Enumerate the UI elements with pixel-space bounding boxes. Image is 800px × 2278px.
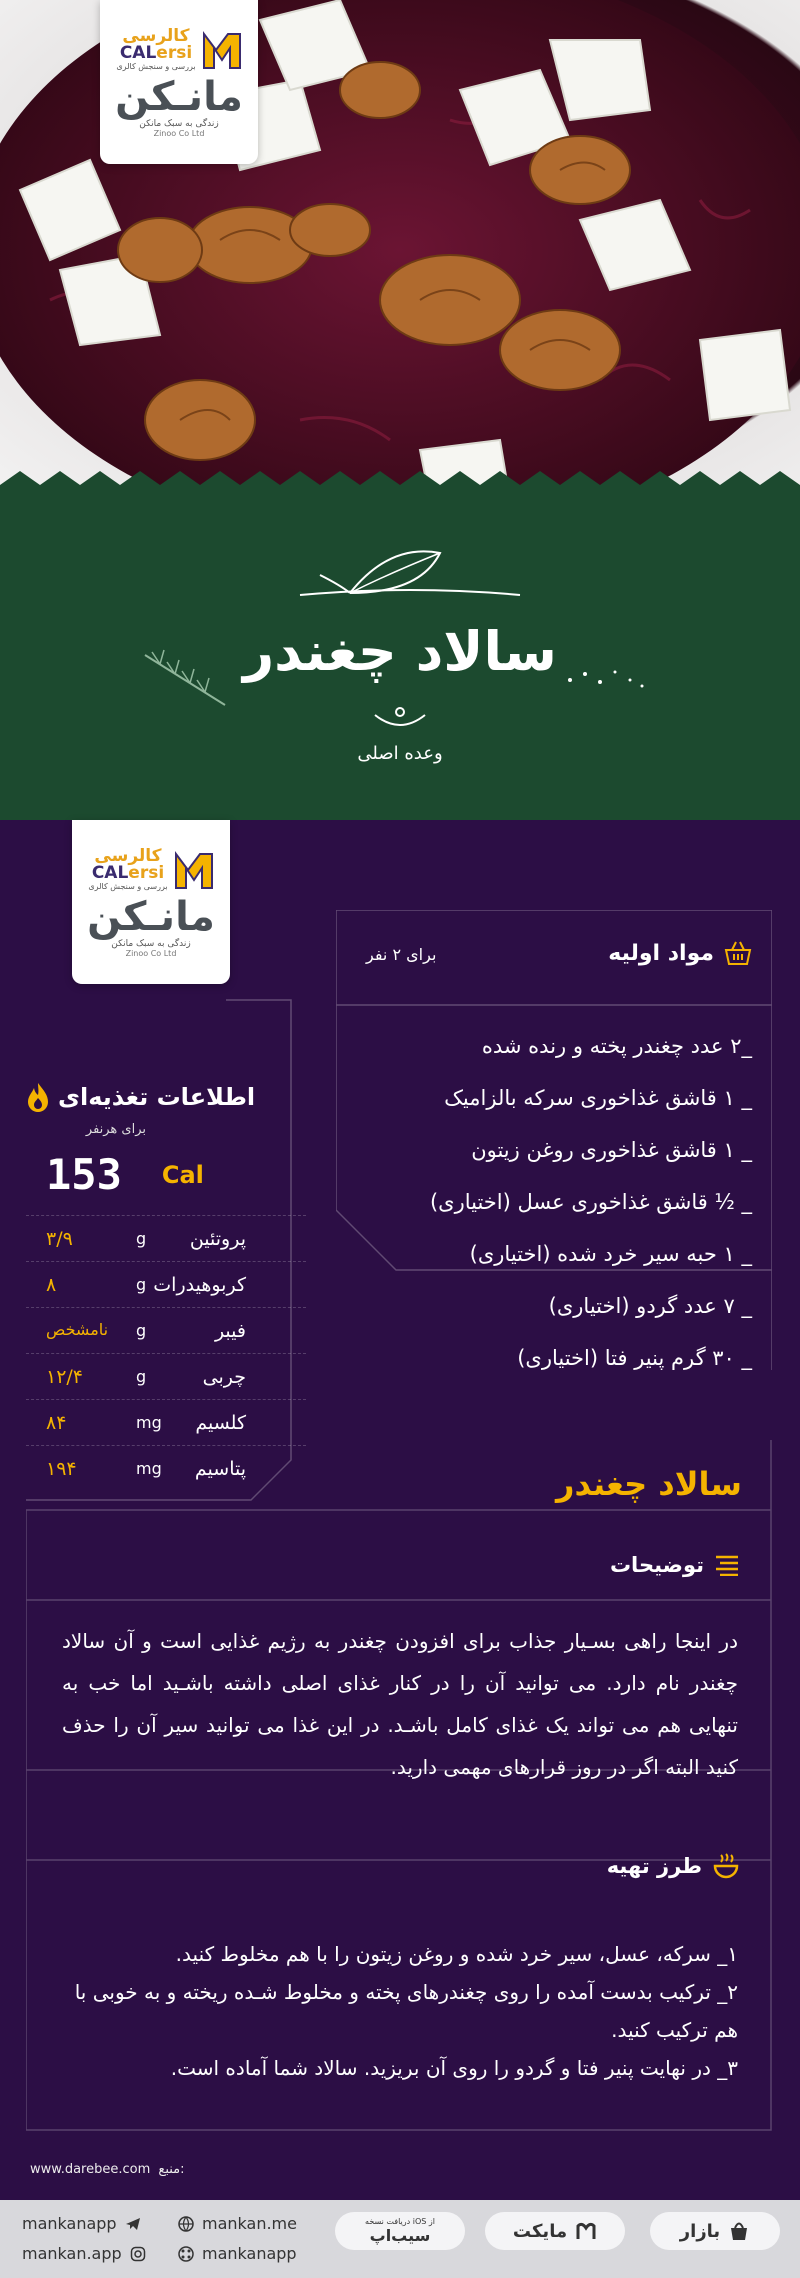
ingredients-header: مواد اولیه [608, 940, 752, 966]
ingredient-item: _ ۱ قاشق غذاخوری روغن زیتون [471, 1138, 752, 1162]
instagram-icon [130, 2246, 146, 2262]
nutrient-row-carbs: ۸ g کربوهیدرات [26, 1261, 306, 1307]
description-header: توضیحات [610, 1553, 740, 1577]
mankan-tagline: زندگی به سبک مانکن [139, 119, 219, 129]
recipe-title: سالاد چغندر [243, 620, 557, 683]
ingredient-item: _ ۱ حبه سیر خرد شده (اختیاری) [469, 1242, 752, 1266]
nutrition-title: اطلاعات تغذیه‌ای [26, 1082, 306, 1112]
mankan-logo-text: مانـکن [87, 894, 215, 940]
telegram-link[interactable]: mankanapp [22, 2214, 141, 2233]
flourish-icon [370, 700, 430, 730]
method-header: طرز تهیه [607, 1852, 740, 1880]
leaf-decoration-icon [290, 545, 530, 625]
mankan-m-logo-icon [174, 850, 214, 890]
nutrient-row-calcium: ۸۴ mg کلسیم [26, 1399, 306, 1445]
content-area [0, 820, 800, 2200]
myket-button[interactable]: مایکت [485, 2212, 625, 2250]
nutrition-per-serving: برای هرنفر [85, 1122, 146, 1137]
flame-icon [26, 1082, 50, 1112]
aparat-icon [178, 2246, 194, 2262]
source-credit [26, 2162, 185, 2177]
calorie-unit: Cal [161, 1160, 204, 1189]
method-steps [62, 1935, 738, 2087]
ingredients-panel [336, 910, 772, 1410]
source-url[interactable]: www.darebee.com [30, 2162, 151, 2177]
nutrient-row-fat: ۱۲/۴ g چربی [26, 1353, 306, 1399]
method-step: ۲_ ترکیب بدست آمده را روی چغندرهای پخته و مخلوط شـده ریخته و به خوبی با هم ترکیب کنید. [74, 1980, 738, 2042]
globe-icon [178, 2216, 194, 2232]
recipe-name-heading: سالاد چغندر [556, 1465, 742, 1503]
mankan-m-logo-icon [202, 30, 242, 70]
ingredient-item: _۲ عدد چغندر پخته و رنده شده [481, 1034, 752, 1058]
mankan-logo-text: مانـکن [115, 74, 243, 120]
meal-type: وعده اصلی [357, 743, 443, 764]
calersi-subtitle: بررسی و سنجش کالری [116, 62, 196, 71]
footer [0, 2200, 800, 2278]
lines-icon [714, 1554, 740, 1576]
description-text: در اینجا راهی بسـیار جذاب برای افزودن چغندر به رژیم غذایی است و آن سالاد چغندر نام دارد. می توانید آن را در کنار غذای اصلی داشته باشـید اما خب به تنهایی هم می تواند یک غذای کامل باشـد. در این غذا می توانید سیر آن را حذف کنید البته اگر در روز قرارهای مهمی دارید. [62, 1629, 738, 1779]
zigzag-edge-top [0, 471, 800, 501]
cooking-pot-icon [712, 1852, 740, 1880]
method-step: ۳_ در نهایت پنیر فتا و گردو را روی آن بریزید. سالاد شما آماده است. [170, 2056, 738, 2080]
instagram-link[interactable]: mankan.app [22, 2244, 146, 2263]
calersi-fa-logo: کالرسی [94, 846, 162, 866]
ingredients-list [352, 1020, 752, 1384]
telegram-icon [125, 2216, 141, 2232]
title-band [0, 485, 800, 820]
calorie-row [46, 1150, 286, 1199]
nutrient-row-potassium: ۱۹۴ mg پتاسیم [26, 1445, 306, 1491]
basket-icon [724, 940, 752, 966]
brand-badge-top [100, 0, 258, 164]
brand-badge-side [72, 820, 230, 984]
ingredient-item: _ ۷ عدد گردو (اختیاری) [548, 1294, 752, 1318]
source-label: منبع: [158, 2162, 185, 2177]
bazaar-button[interactable]: بازار [650, 2212, 780, 2250]
calersi-en-logo: CALersi [91, 863, 165, 883]
website-link[interactable]: mankan.me [178, 2214, 297, 2233]
calersi-subtitle: بررسی و سنجش کالری [88, 882, 168, 891]
ingredient-item: _ ½ قاشق غذاخوری عسل (اختیاری) [429, 1190, 752, 1214]
method-step: ۱_ سرکه، عسل، سیر خرد شده و روغن زیتون را با هم مخلوط کنید. [175, 1942, 738, 1966]
nutrient-row-fiber: نامشخص g فیبر [26, 1307, 306, 1353]
servings: برای ۲ نفر [366, 945, 437, 964]
calorie-value: 153 [46, 1150, 122, 1199]
company-name: Zinoo Co Ltd [153, 129, 205, 138]
ingredient-item: _ ۳۰ گرم پنیر فتا (اختیاری) [517, 1346, 752, 1370]
mankan-tagline: زندگی به سبک مانکن [111, 939, 191, 949]
ingredient-item: _ ۱ قاشق غذاخوری سرکه بالزامیک [444, 1086, 752, 1110]
calersi-en-logo: CALersi [119, 43, 193, 63]
calersi-fa-logo: کالرسی [122, 26, 190, 46]
bazaar-icon [728, 2220, 750, 2242]
nutrient-row-protein: ۳/۹ g پروتئین [26, 1215, 306, 1261]
company-name: Zinoo Co Ltd [125, 949, 177, 958]
myket-icon [575, 2220, 597, 2242]
aparat-link[interactable]: mankanapp [178, 2244, 297, 2263]
sibapp-button[interactable]: دریافت نسخه iOS از سیب‌اپ [335, 2212, 465, 2250]
